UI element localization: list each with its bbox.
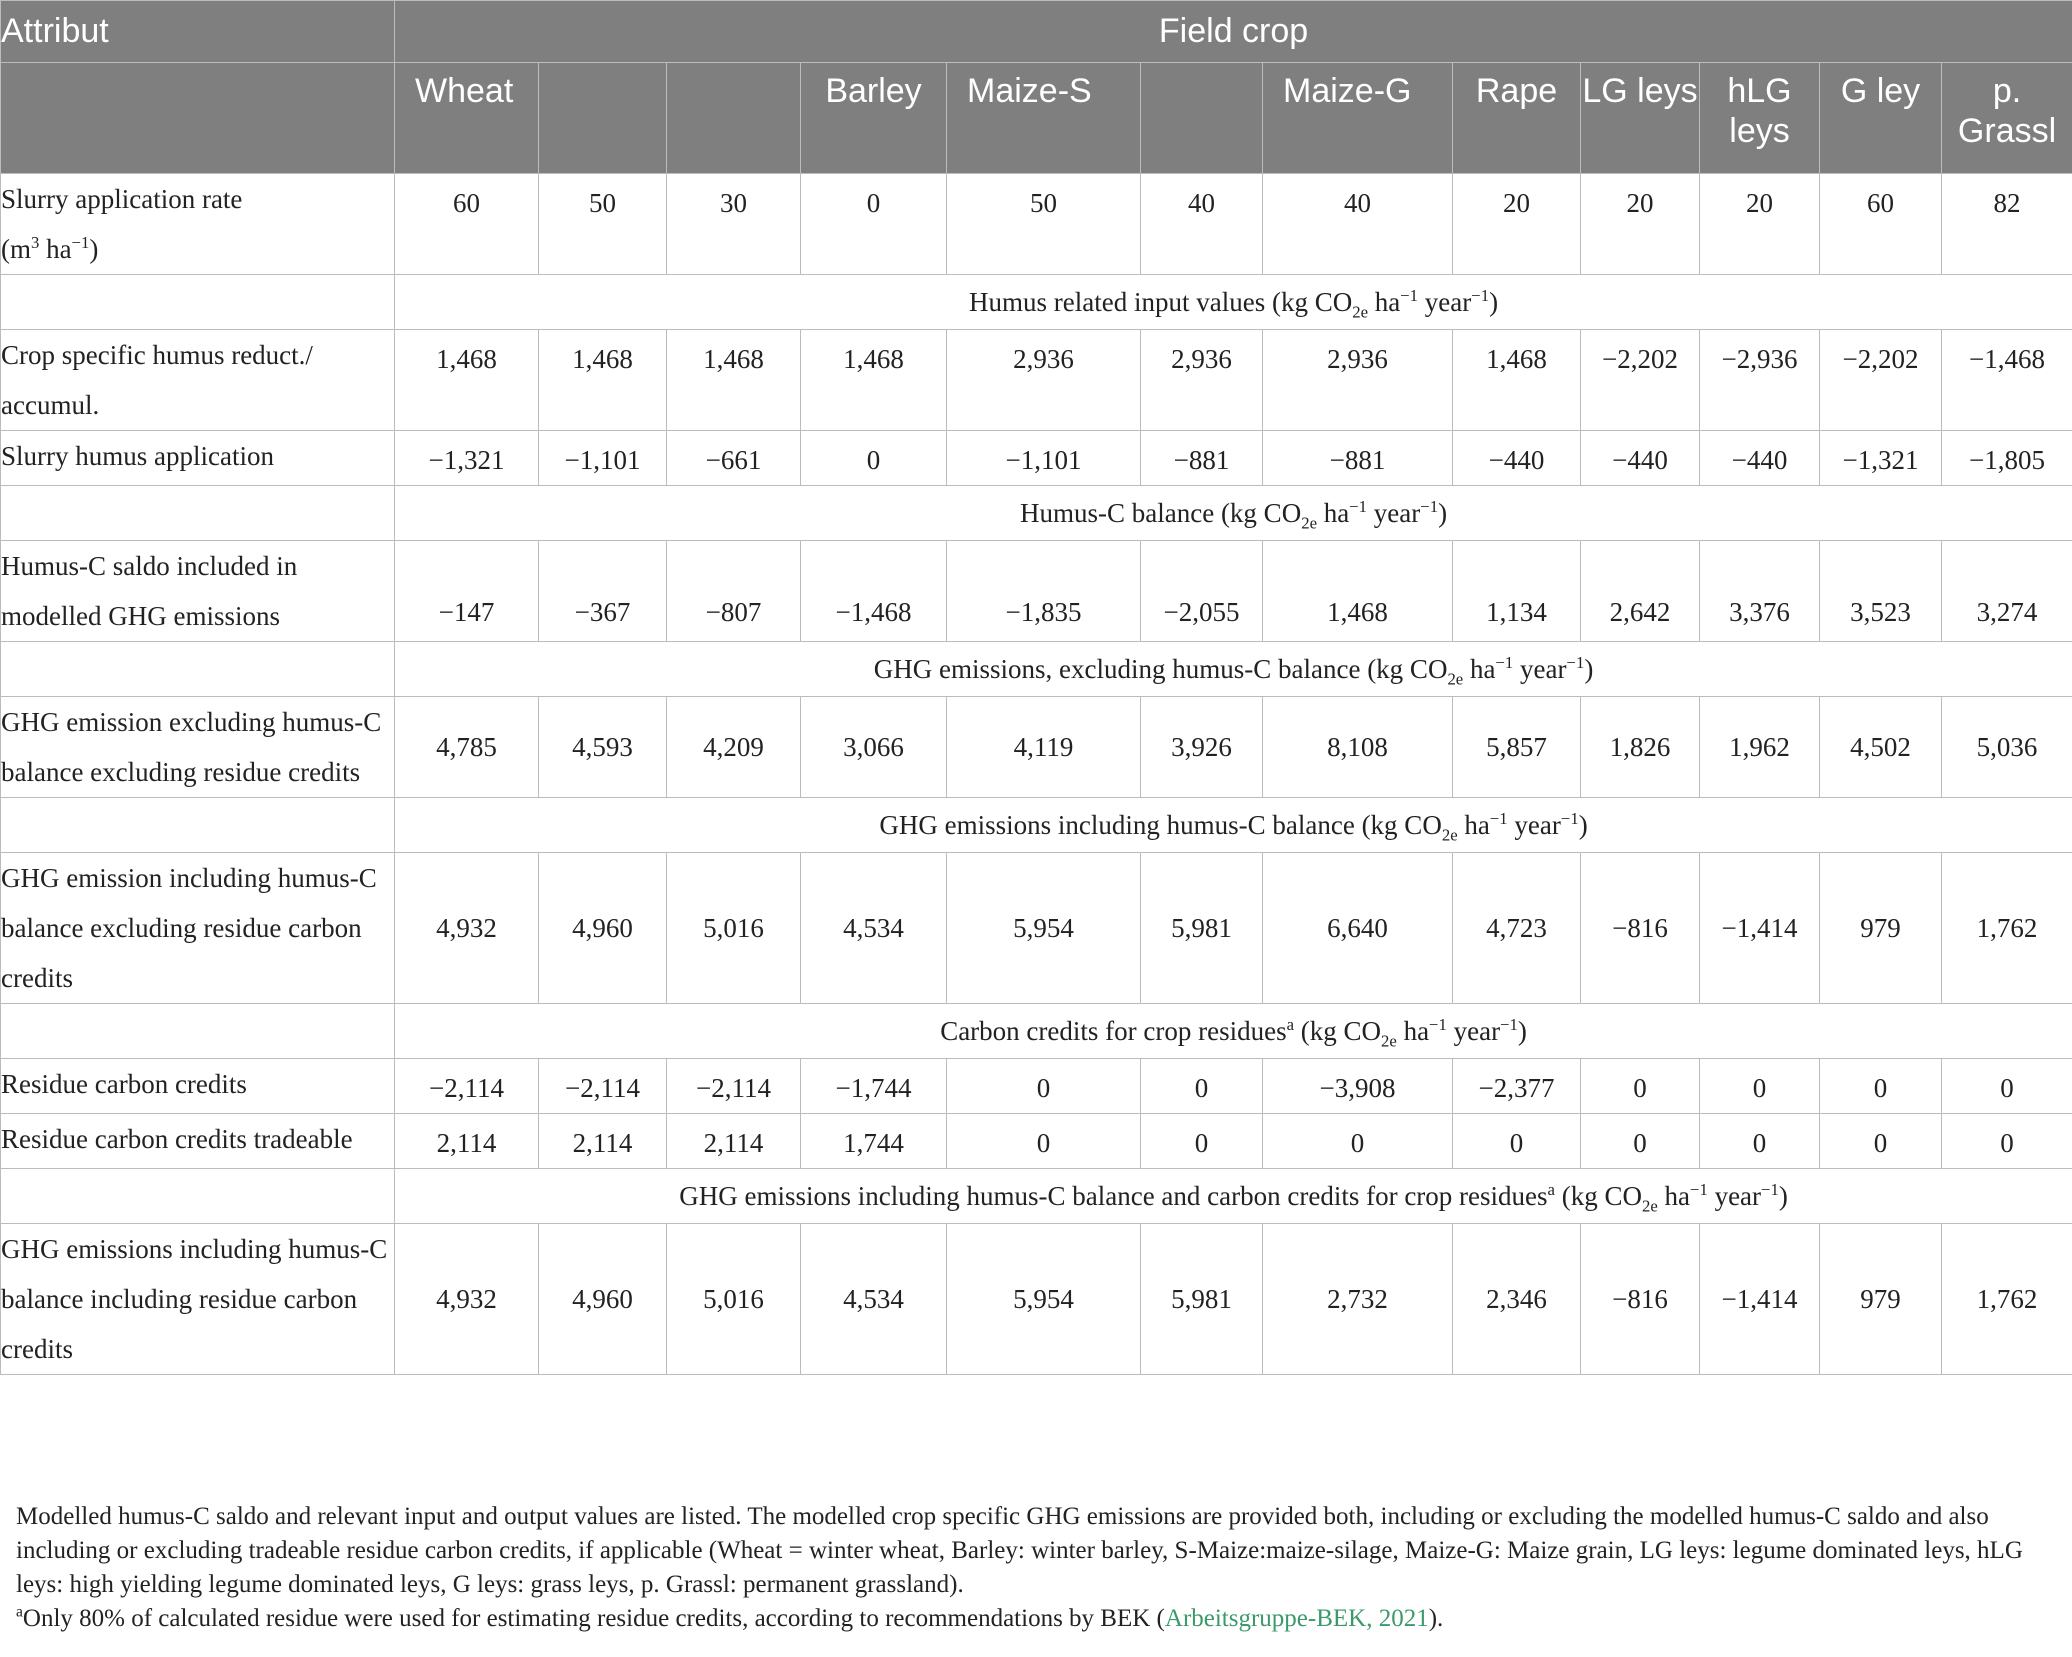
cell: 0 — [801, 174, 947, 275]
cell: 20 — [1453, 174, 1581, 275]
cell: 5,954 — [947, 1224, 1141, 1375]
cell: 1,762 — [1942, 1224, 2072, 1375]
cell: −1,805 — [1942, 431, 2072, 486]
footnote-end: ). — [1428, 1605, 1444, 1632]
row-label: Humus-C saldo included in modelled GHG emissions — [1, 541, 395, 642]
cell: −1,744 — [801, 1059, 947, 1114]
cell: −1,835 — [947, 541, 1141, 642]
cell: 5,981 — [1141, 1224, 1263, 1375]
cell: 40 — [1263, 174, 1453, 275]
section-row-humus-input — [1, 275, 2072, 330]
cell: −2,114 — [539, 1059, 667, 1114]
cell: 5,954 — [947, 853, 1141, 1004]
row-slurry-rate — [1, 174, 2072, 275]
cell: 2,936 — [1263, 330, 1453, 431]
row-crop-specific — [1, 330, 2072, 431]
crop-header-lg-leys: LG leys — [1581, 63, 1700, 174]
crop-header-maize-s: Maize-S — [947, 63, 1141, 174]
cell: 20 — [1581, 174, 1700, 275]
row-label: GHG emissions including humus-C balance including residue carbon credits — [1, 1224, 395, 1375]
cell: 2,732 — [1263, 1224, 1453, 1375]
cell: 3,274 — [1942, 541, 2072, 642]
cell: 1,468 — [1263, 541, 1453, 642]
cell: 0 — [1263, 1114, 1453, 1169]
cell: 0 — [1141, 1114, 1263, 1169]
cell: −3,908 — [1263, 1059, 1453, 1114]
row-residue-credits — [1, 1059, 2072, 1114]
cell: 0 — [1942, 1059, 2072, 1114]
crop-header-wheat: Wheat — [395, 63, 539, 174]
cell: 3,066 — [801, 697, 947, 798]
cell: −807 — [667, 541, 801, 642]
cell: −1,101 — [539, 431, 667, 486]
cell: 1,468 — [667, 330, 801, 431]
cell: −2,114 — [395, 1059, 539, 1114]
cell: 8,108 — [1263, 697, 1453, 798]
cell: 4,723 — [1453, 853, 1581, 1004]
cell: −2,377 — [1453, 1059, 1581, 1114]
section-blank — [1, 1169, 395, 1224]
cell: 2,642 — [1581, 541, 1700, 642]
footnote-mark: a — [16, 1603, 23, 1621]
cell: 4,960 — [539, 853, 667, 1004]
attribut-header-blank — [1, 63, 395, 174]
cell: −2,202 — [1820, 330, 1942, 431]
cell: 4,119 — [947, 697, 1141, 798]
crop-header-blank — [1141, 63, 1263, 174]
cell: 1,134 — [1453, 541, 1581, 642]
cell: 0 — [801, 431, 947, 486]
cell: −2,114 — [667, 1059, 801, 1114]
cell: 1,744 — [801, 1114, 947, 1169]
cell: 0 — [1700, 1059, 1820, 1114]
cell: 82 — [1942, 174, 2072, 275]
section-row-ghg-incl — [1, 798, 2072, 853]
cell: −816 — [1581, 1224, 1700, 1375]
cell: −881 — [1263, 431, 1453, 486]
row-ghg-incl — [1, 853, 2072, 1004]
cell: −1,468 — [801, 541, 947, 642]
reference-link[interactable]: Arbeitsgruppe-BEK, 2021 — [1164, 1605, 1429, 1632]
field-crop-header: Field crop — [395, 1, 2072, 63]
cell: −1,321 — [1820, 431, 1942, 486]
cell: 3,926 — [1141, 697, 1263, 798]
crop-header-maize-g: Maize-G — [1263, 63, 1453, 174]
row-label: Slurry application rate ($m^3$ $ha^{-1}$) — [1, 174, 395, 275]
row-label: GHG emission excluding humus-C balance excluding residue credits — [1, 697, 395, 798]
cell: 60 — [395, 174, 539, 275]
cell: −1,321 — [395, 431, 539, 486]
row-residue-tradeable — [1, 1114, 2072, 1169]
cell: 30 — [667, 174, 801, 275]
row-humus-saldo — [1, 541, 2072, 642]
cell: 0 — [947, 1059, 1141, 1114]
cell: 0 — [1700, 1114, 1820, 1169]
cell: −367 — [539, 541, 667, 642]
cell: −816 — [1581, 853, 1700, 1004]
cell: −1,468 — [1942, 330, 2072, 431]
cell: 5,857 — [1453, 697, 1581, 798]
cell: 4,932 — [395, 853, 539, 1004]
cell: −1,414 — [1700, 1224, 1820, 1375]
table-footnote — [16, 1602, 2056, 1636]
section-blank — [1, 1004, 395, 1059]
cell: 0 — [1942, 1114, 2072, 1169]
cell: 979 — [1820, 853, 1942, 1004]
row-label: Residue carbon credits — [1, 1059, 395, 1114]
row-label: GHG emission including humus-C balance excluding residue carbon credits — [1, 853, 395, 1004]
crop-header-hlg-leys: hLG leys — [1700, 63, 1820, 174]
section-header: Humus-C balance (kg $CO_{2e}$ $ha^{-1}$ year$^{-1}$) — [395, 486, 2072, 541]
cell: 0 — [1453, 1114, 1581, 1169]
cell: 1,826 — [1581, 697, 1700, 798]
section-header: GHG emissions including humus-C balance and carbon credits for crop residues$^a$ (kg $CO_{2e}$ $ha^{-1}$ year$^{-1}$) — [395, 1169, 2072, 1224]
cell: 4,960 — [539, 1224, 667, 1375]
crop-header-blank — [667, 63, 801, 174]
cell: −2,936 — [1700, 330, 1820, 431]
section-header: Humus related input values (kg $CO_{2e}$ $ha^{-1}$ year$^{-1}$) — [395, 275, 2072, 330]
attribut-header: Attribut — [1, 1, 395, 63]
section-header: GHG emissions, excluding humus-C balance (kg $CO_{2e}$ $ha^{-1}$ year$^{-1}$) — [395, 642, 2072, 697]
row-label: Slurry humus application — [1, 431, 395, 486]
cell: −881 — [1141, 431, 1263, 486]
cell: −440 — [1581, 431, 1700, 486]
section-row-credits — [1, 1004, 2072, 1059]
cell: 2,114 — [539, 1114, 667, 1169]
cell: 4,209 — [667, 697, 801, 798]
cell: 1,468 — [539, 330, 667, 431]
cell: 60 — [1820, 174, 1942, 275]
section-header: GHG emissions including humus-C balance (kg $CO_{2e}$ $ha^{-1}$ year$^{-1}$) — [395, 798, 2072, 853]
cell: 1,468 — [801, 330, 947, 431]
cell: 4,534 — [801, 1224, 947, 1375]
cell: 0 — [1820, 1114, 1942, 1169]
cell: 5,981 — [1141, 853, 1263, 1004]
cell: 5,016 — [667, 1224, 801, 1375]
table-notes — [16, 1500, 2056, 1636]
section-blank — [1, 275, 395, 330]
cell: −661 — [667, 431, 801, 486]
section-row-humus-balance — [1, 486, 2072, 541]
cell: 40 — [1141, 174, 1263, 275]
cell: 6,640 — [1263, 853, 1453, 1004]
cell: 3,376 — [1700, 541, 1820, 642]
cell: 2,346 — [1453, 1224, 1581, 1375]
cell: 4,502 — [1820, 697, 1942, 798]
cell: 4,785 — [395, 697, 539, 798]
cell: 2,114 — [395, 1114, 539, 1169]
cell: 0 — [1581, 1114, 1700, 1169]
row-ghg-full — [1, 1224, 2072, 1375]
cell: 2,936 — [947, 330, 1141, 431]
table-caption: Modelled humus-C saldo and relevant input and output values are listed. The modelled crop specific GHG emissions are provided both, including or excluding the modelled humus-C saldo and also including or excluding tradeable residue carbon credits, if applicable (Wheat = winter wheat, Barley: winter barley, S-Maize:maize-silage, Maize-G: Maize grain, LG leys: legume dominated leys, hLG leys: high yielding legume dominated leys, G leys: grass leys, p. Grassl: permanent grassland). — [16, 1503, 2023, 1598]
cell: 1,468 — [395, 330, 539, 431]
crop-header-blank — [539, 63, 667, 174]
section-blank — [1, 486, 395, 541]
cell: 2,936 — [1141, 330, 1263, 431]
cell: 4,593 — [539, 697, 667, 798]
footnote-text: Only 80% of calculated residue were used for estimating residue credits, according to recommendations by BEK ( — [22, 1605, 1165, 1632]
cell: 50 — [539, 174, 667, 275]
crop-header-rape: Rape — [1453, 63, 1581, 174]
row-label: Crop specific humus reduct./ accumul. — [1, 330, 395, 431]
cell: 0 — [1141, 1059, 1263, 1114]
section-blank — [1, 798, 395, 853]
section-row-ghg-full — [1, 1169, 2072, 1224]
cell: 979 — [1820, 1224, 1942, 1375]
crop-header-p-grassl: p. Grassl — [1942, 63, 2072, 174]
cell: −2,055 — [1141, 541, 1263, 642]
section-row-ghg-excl — [1, 642, 2072, 697]
cell: −1,101 — [947, 431, 1141, 486]
cell: 50 — [947, 174, 1141, 275]
cell: 1,762 — [1942, 853, 2072, 1004]
cell: 1,468 — [1453, 330, 1581, 431]
cell: −1,414 — [1700, 853, 1820, 1004]
crop-header-g-ley: G ley — [1820, 63, 1942, 174]
cell: 4,932 — [395, 1224, 539, 1375]
row-ghg-excl — [1, 697, 2072, 798]
cell: 1,962 — [1700, 697, 1820, 798]
cell: 0 — [947, 1114, 1141, 1169]
cell: 0 — [1820, 1059, 1942, 1114]
crop-header-barley: Barley — [801, 63, 947, 174]
cell: 3,523 — [1820, 541, 1942, 642]
cell: −440 — [1453, 431, 1581, 486]
cell: 2,114 — [667, 1114, 801, 1169]
cell: 5,036 — [1942, 697, 2072, 798]
section-blank — [1, 642, 395, 697]
cell: 5,016 — [667, 853, 801, 1004]
cell: −2,202 — [1581, 330, 1700, 431]
cell: 0 — [1581, 1059, 1700, 1114]
cell: 4,534 — [801, 853, 947, 1004]
cell: −440 — [1700, 431, 1820, 486]
cell: 20 — [1700, 174, 1820, 275]
cell: −147 — [395, 541, 539, 642]
row-slurry-humus — [1, 431, 2072, 486]
row-label: Residue carbon credits tradeable — [1, 1114, 395, 1169]
section-header: Carbon credits for crop residues$^a$ (kg $CO_{2e}$ $ha^{-1}$ year$^{-1}$) — [395, 1004, 2072, 1059]
